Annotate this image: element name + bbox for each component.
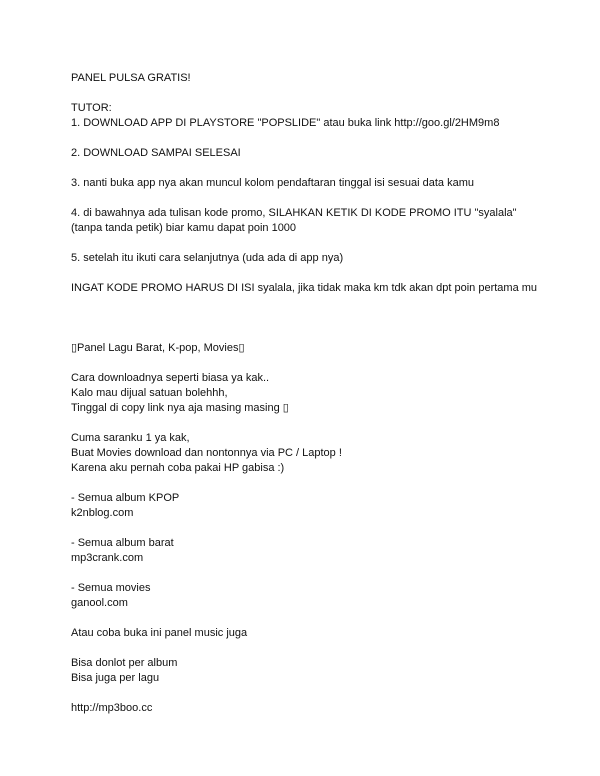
paragraph-line: Karena aku pernah coba pakai HP gabisa :) <box>71 462 285 474</box>
site-text: http://mp3boo.cc <box>71 702 153 714</box>
site-text: mp3crank.com <box>71 552 144 564</box>
paragraph-line: Bisa juga per lagu <box>71 672 160 684</box>
paragraph-line: Cuma saranku 1 ya kak, <box>71 432 190 444</box>
step-5-text: 5. setelah itu ikuti cara selanjutnya (uda ada di app nya) <box>71 252 344 264</box>
paragraph-line: Buat Movies download dan nontonnya via PC / Laptop ! <box>71 447 342 459</box>
step-1-text: 1. DOWNLOAD APP DI PLAYSTORE "POPSLIDE" atau buka link http://goo.gl/2HM9m8 <box>71 117 500 129</box>
paragraph-line: Bisa donlot per album <box>71 657 178 669</box>
heading-panel-pulsa: PANEL PULSA GRATIS! <box>71 72 191 84</box>
paragraph-line: Kalo mau dijual satuan bolehhh, <box>71 387 228 399</box>
paragraph-line: Cara downloadnya seperti biasa ya kak.. <box>71 372 270 384</box>
step-2-text: 2. DOWNLOAD SAMPAI SELESAI <box>71 147 241 159</box>
list-item-label: - Semua album KPOP <box>71 492 180 504</box>
site-text: ganool.com <box>71 597 128 609</box>
step-4-text: 4. di bawahnya ada tulisan kode promo, SILAHKAN KETIK DI KODE PROMO ITU "syalala" <box>71 207 517 219</box>
paragraph-line: Tinggal di copy link nya aja masing masing ▯ <box>71 402 289 414</box>
step-4-continuation: (tanpa tanda petik) biar kamu dapat poin 1000 <box>71 222 297 234</box>
list-item-label: - Semua album barat <box>71 537 174 549</box>
heading-panel-lagu: ▯Panel Lagu Barat, K-pop, Movies▯ <box>71 342 245 354</box>
step-3-text: 3. nanti buka app nya akan muncul kolom pendaftaran tinggal isi sesuai data kamu <box>71 177 474 189</box>
site-text: k2nblog.com <box>71 507 134 519</box>
paragraph-line: Atau coba buka ini panel music juga <box>71 627 248 639</box>
tutor-label: TUTOR: <box>71 102 112 114</box>
promo-reminder-text: INGAT KODE PROMO HARUS DI ISI syalala, jika tidak maka km tdk akan dpt poin pertama mu <box>71 282 538 294</box>
list-item-label: - Semua movies <box>71 582 151 594</box>
